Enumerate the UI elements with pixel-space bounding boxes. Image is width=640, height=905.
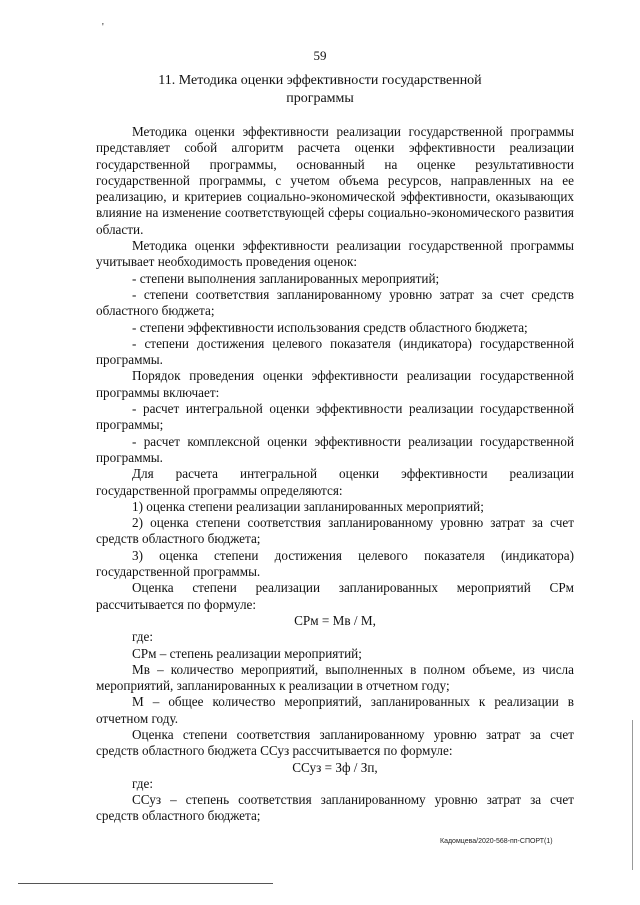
paragraph: Оценка степени соответствия запланированному уровню затрат за счет средств областного бюджета ССуз рассчитывается по формуле:: [96, 726, 574, 759]
scan-edge: [632, 720, 633, 870]
title-line-1: 11. Методика оценки эффективности государственной: [158, 73, 482, 88]
list-item: 1) оценка степени реализации запланированных мероприятий;: [132, 498, 484, 514]
document-body: [96, 124, 574, 825]
where-label: где:: [132, 775, 153, 791]
paragraph: Оценка степени реализации запланированных мероприятий СРм рассчитывается по формуле:: [96, 580, 574, 612]
page-number: 59: [313, 48, 327, 63]
list-item: - расчет комплексной оценки эффективности реализации государственной программы.: [96, 433, 574, 465]
definition: ССуз – степень соответствия запланированному уровню затрат за счет средств областного бюджета;: [96, 792, 574, 824]
definition: Мв – количество мероприятий, выполненных в полном объеме, из числа мероприятий, запланированных к реализации в отчетном году;: [96, 661, 574, 694]
paragraph: Методика оценки эффективности реализации государственной программы представляет собой алгоритм расчета оценки эффективности реализации государственной программы, основанный на оценке результативности государственной программы, с учетом объема ресурсов, направленных на ее реализацию, и критериев социально-экономической эффективности, оказывающих влияние на изменение соответствующей сферы социально-экономического развития области.: [96, 124, 574, 237]
list-item: 3) оценка степени достижения целевого показателя (индикатора) государственной программы.: [96, 547, 574, 580]
list-item: - расчет интегральной оценки эффективности реализации государственной программы;: [96, 401, 574, 433]
list-item: - степени эффективности использования средств областного бюджета;: [132, 319, 528, 335]
list-item: - степени достижения целевого показателя (индикатора) государственной программы.: [96, 335, 574, 368]
paragraph: Для расчета интегральной оценки эффективности реализации государственной программы определяются:: [96, 466, 574, 498]
formula: ССуз = Зф / Зп,: [292, 759, 378, 775]
document-id-footer: Кадомцева/2020-568-пп-СПОРТ(1): [440, 838, 553, 845]
formula: СРм = Мв / М,: [294, 612, 376, 628]
where-label: где:: [132, 629, 153, 645]
list-item: 2) оценка степени соответствия запланированному уровню затрат за счет средств областного бюджета;: [96, 515, 574, 547]
section-title: [120, 72, 520, 108]
definition: М – общее количество мероприятий, запланированных к реализации в отчетном году.: [96, 694, 574, 726]
scan-mark: ': [102, 22, 104, 33]
bottom-rule: [18, 883, 273, 884]
title-line-2: программы: [286, 91, 354, 106]
definition: СРм – степень реализации мероприятий;: [132, 645, 362, 661]
paragraph: Порядок проведения оценки эффективности реализации государственной программы включает:: [96, 368, 574, 400]
list-item: - степени выполнения запланированных мероприятий;: [132, 270, 440, 286]
list-item: - степени соответствия запланированному уровню затрат за счет средств областного бюджета;: [96, 286, 574, 319]
paragraph: Методика оценки эффективности реализации государственной программы учитывает необходимость проведения оценок:: [96, 238, 574, 270]
